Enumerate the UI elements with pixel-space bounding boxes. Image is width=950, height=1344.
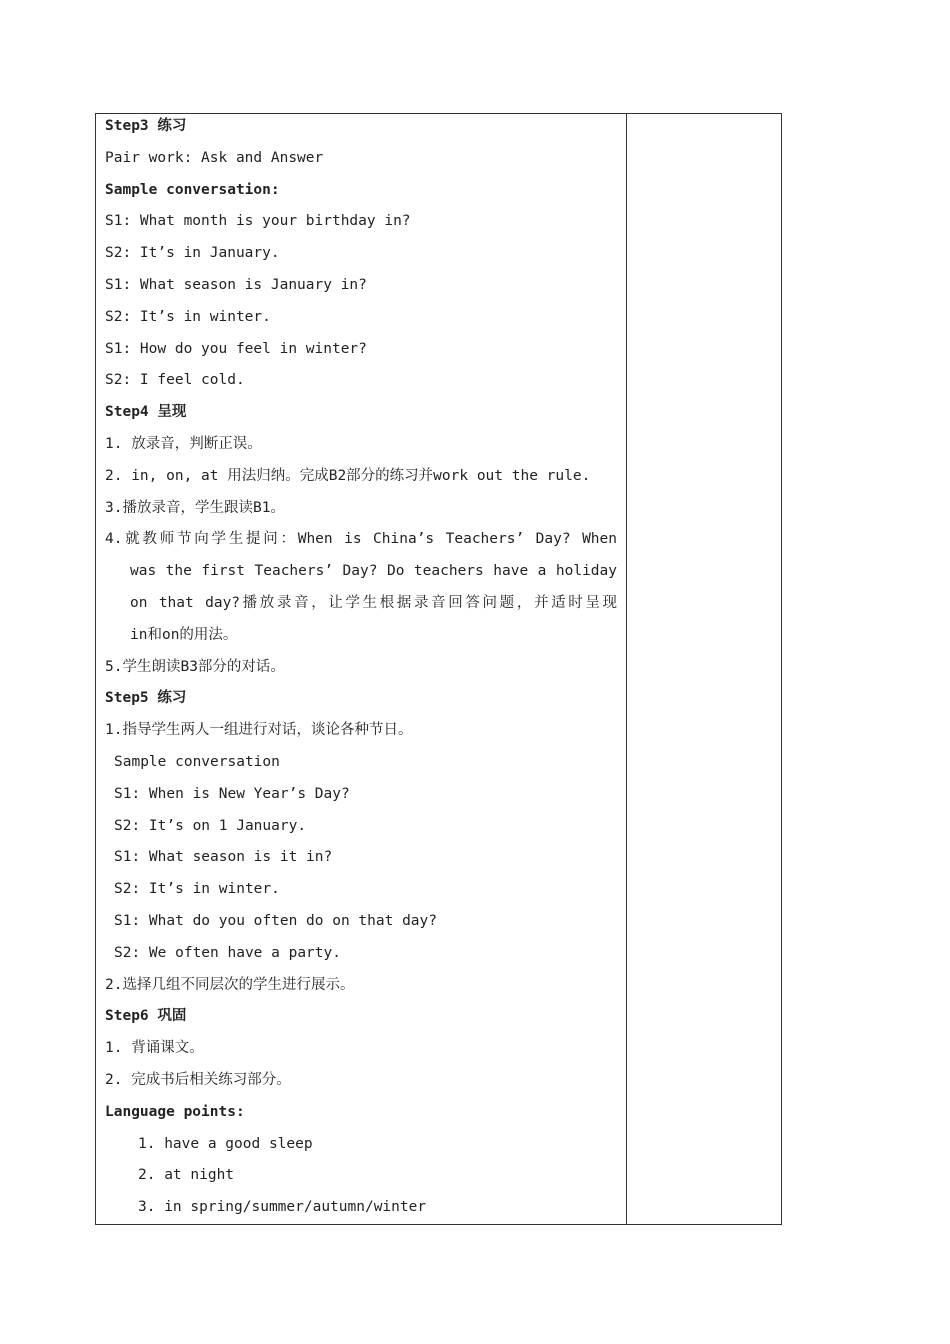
lesson-table <box>95 113 782 1225</box>
section-heading: Language points: <box>105 1103 245 1120</box>
text-line: 1. 放录音，判断正误。 <box>105 436 262 452</box>
text-line: S2: It’s on 1 January. <box>114 817 307 834</box>
section-heading: Sample conversation: <box>105 181 280 198</box>
section-heading: Step3 练习 <box>105 118 187 134</box>
text-line: Sample conversation <box>114 754 280 770</box>
text-line: S1: What do you often do on that day? <box>114 913 438 929</box>
text-line: S1: How do you feel in winter? <box>105 340 367 357</box>
text-line: 3.播放录音，学生跟读B1。 <box>105 499 285 516</box>
text-line: S1: When is New Year’s Day? <box>114 785 350 802</box>
section-heading: Step6 巩固 <box>105 1008 187 1025</box>
text-line: S1: What season is it in? <box>114 849 333 866</box>
text-line: on that day?播放录音，让学生根据录音回答问题，并适时呈现 <box>130 595 617 611</box>
text-line: 2. 完成书后相关练习部分。 <box>105 1072 291 1088</box>
text-line: 2.选择几组不同层次的学生进行展示。 <box>105 976 355 993</box>
text-line: 4.就教师节向学生提问：When is China’s Teachers’ Day? When <box>105 531 617 548</box>
text-line: was the first Teachers’ Day? Do teachers have a holiday <box>130 563 617 580</box>
text-line: 3. in spring/summer/autumn/winter <box>138 1199 427 1216</box>
text-line: 1. 背诵课文。 <box>105 1040 204 1057</box>
section-heading: Step5 练习 <box>105 690 187 707</box>
text-line: 2. in, on, at 用法归纳。完成B2部分的练习并work out the rule. <box>105 467 591 484</box>
text-line: Pair work: Ask and Answer <box>105 149 324 166</box>
notes-cell <box>627 114 781 1224</box>
text-line: 2. at night <box>138 1167 235 1184</box>
text-line: S2: I feel cold. <box>105 372 245 389</box>
text-line: S2: It’s in winter. <box>114 881 280 898</box>
text-line: S2: It’s in January. <box>105 245 280 262</box>
text-line: 5.学生朗读B3部分的对话。 <box>105 658 285 675</box>
text-line: S2: It’s in winter. <box>105 308 271 325</box>
text-line: 1.指导学生两人一组进行对话，谈论各种节日。 <box>105 722 413 739</box>
text-line: S2: We often have a party. <box>114 944 341 961</box>
text-line: in和on的用法。 <box>130 626 238 643</box>
text-line: S1: What month is your birthday in? <box>105 213 411 230</box>
text-line: S1: What season is January in? <box>105 277 367 293</box>
text-line: 1. have a good sleep <box>138 1135 313 1152</box>
section-heading: Step4 呈现 <box>105 404 187 421</box>
